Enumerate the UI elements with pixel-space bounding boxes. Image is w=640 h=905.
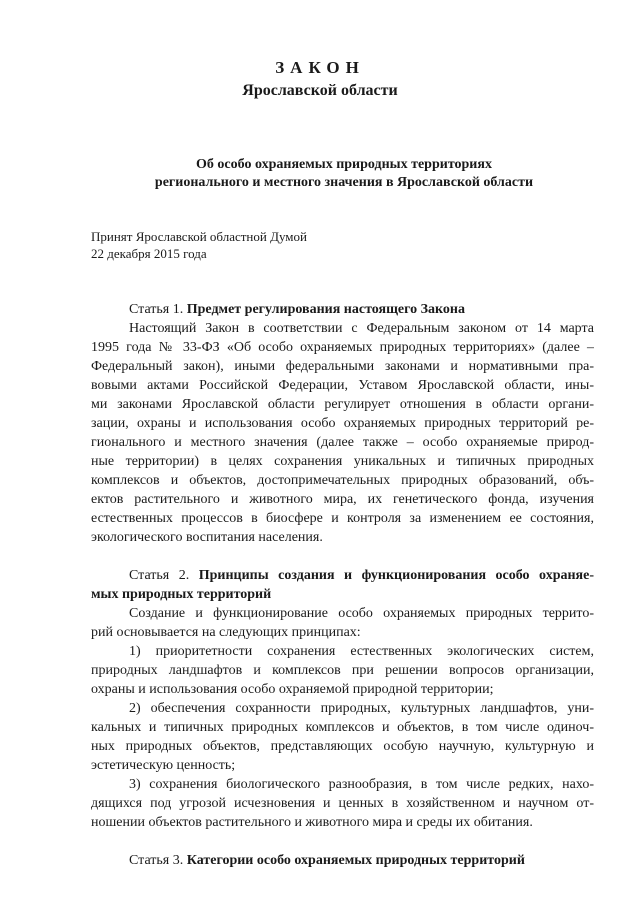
principle-1: 1) приоритетности сохранения естественных экологических систем,	[129, 644, 594, 659]
principle-2-line: ных природных объектов, представляющих особую научную, культурную и	[91, 739, 594, 754]
article-1-line: Федеральный закон), иными федеральными законами и нормативными пра-	[91, 359, 594, 374]
article-1-title: Предмет регулирования настоящего Закона	[186, 302, 465, 317]
principle-2-line: эстетическую ценность;	[91, 758, 236, 773]
adoption-line: Принят Ярославской областной Думой	[91, 229, 307, 244]
article-3-heading	[91, 851, 594, 870]
law-title-line: регионального и местного значения в Ярославской области	[154, 175, 534, 190]
principle-3-line: ношении объектов растительного и животного мира и среды их обитания.	[91, 815, 533, 830]
article-1-line: комплексов и объектов, достопримечательных природных образований, объ-	[91, 473, 594, 488]
article-1-number: Статья 1.	[129, 302, 184, 317]
article-1-line: экологического воспитания населения.	[91, 530, 323, 545]
article-1-heading	[91, 300, 594, 319]
article-1-line: зации, охраны и использования особо охраняемых природных территорий ре-	[91, 416, 594, 431]
law-title-line: Об особо охраняемых природных территориях	[196, 157, 492, 172]
article-1-line: ми законами Ярославской области регулирует отношения в области органи-	[91, 397, 594, 412]
article-2-title-cont: мых природных территорий	[91, 587, 272, 602]
adoption-note	[91, 228, 307, 262]
principle-1-line: природных ландшафтов и комплексов при решении вопросов организации,	[91, 663, 594, 678]
principle-2: 2) обеспечения сохранности природных, культурных ландшафтов, уни-	[129, 701, 594, 716]
article-2-heading	[91, 566, 594, 585]
article-2-title: Принципы создания и функционирования особо охраняе-	[198, 568, 594, 583]
region-heading: Ярославской области	[242, 82, 398, 99]
article-1-line: гионального и местного значения (далее также – особо охраняемые природ-	[91, 435, 594, 450]
article-2-number: Статья 2.	[129, 568, 190, 583]
adoption-date: 22 декабря 2015 года	[91, 246, 207, 261]
law-heading: ЗАКОН	[275, 58, 365, 77]
article-1-line: Настоящий Закон в соответствии с Федеральным законом от 14 марта	[129, 321, 594, 336]
article-2-line: Создание и функционирование особо охраняемых природных террито-	[129, 606, 594, 621]
law-title	[70, 156, 618, 192]
article-2-line: рий основывается на следующих принципах:	[91, 625, 361, 640]
article-1-line: естественных процессов в биосфере и контроля за изменением ее состояния,	[91, 511, 594, 526]
principle-3-line: дящихся под угрозой исчезновения и ценных в хозяйственном и научном от-	[91, 796, 594, 811]
principle-1-line: охраны и использования особо охраняемой природной территории;	[91, 682, 494, 697]
article-1-line: вовыми актами Российской Федерации, Уставом Ярославской области, ины-	[91, 378, 594, 393]
article-1-line: 1995 года № 33-ФЗ «Об особо охраняемых природных территориях» (далее –	[91, 340, 594, 355]
principle-3: 3) сохранения биологического разнообразия, в том числе редких, нахо-	[129, 777, 594, 792]
principle-2-line: кальных и типичных природных комплексов и объектов, в том числе одиноч-	[91, 720, 594, 735]
article-3-title: Категории особо охраняемых природных территорий	[186, 853, 525, 868]
article-3-number: Статья 3.	[129, 853, 184, 868]
article-1-line: ектов растительного и животного мира, их генетического фонда, изучения	[91, 492, 594, 507]
article-1-line: ные территории) в целях сохранения уникальных и типичных природных	[91, 454, 594, 469]
